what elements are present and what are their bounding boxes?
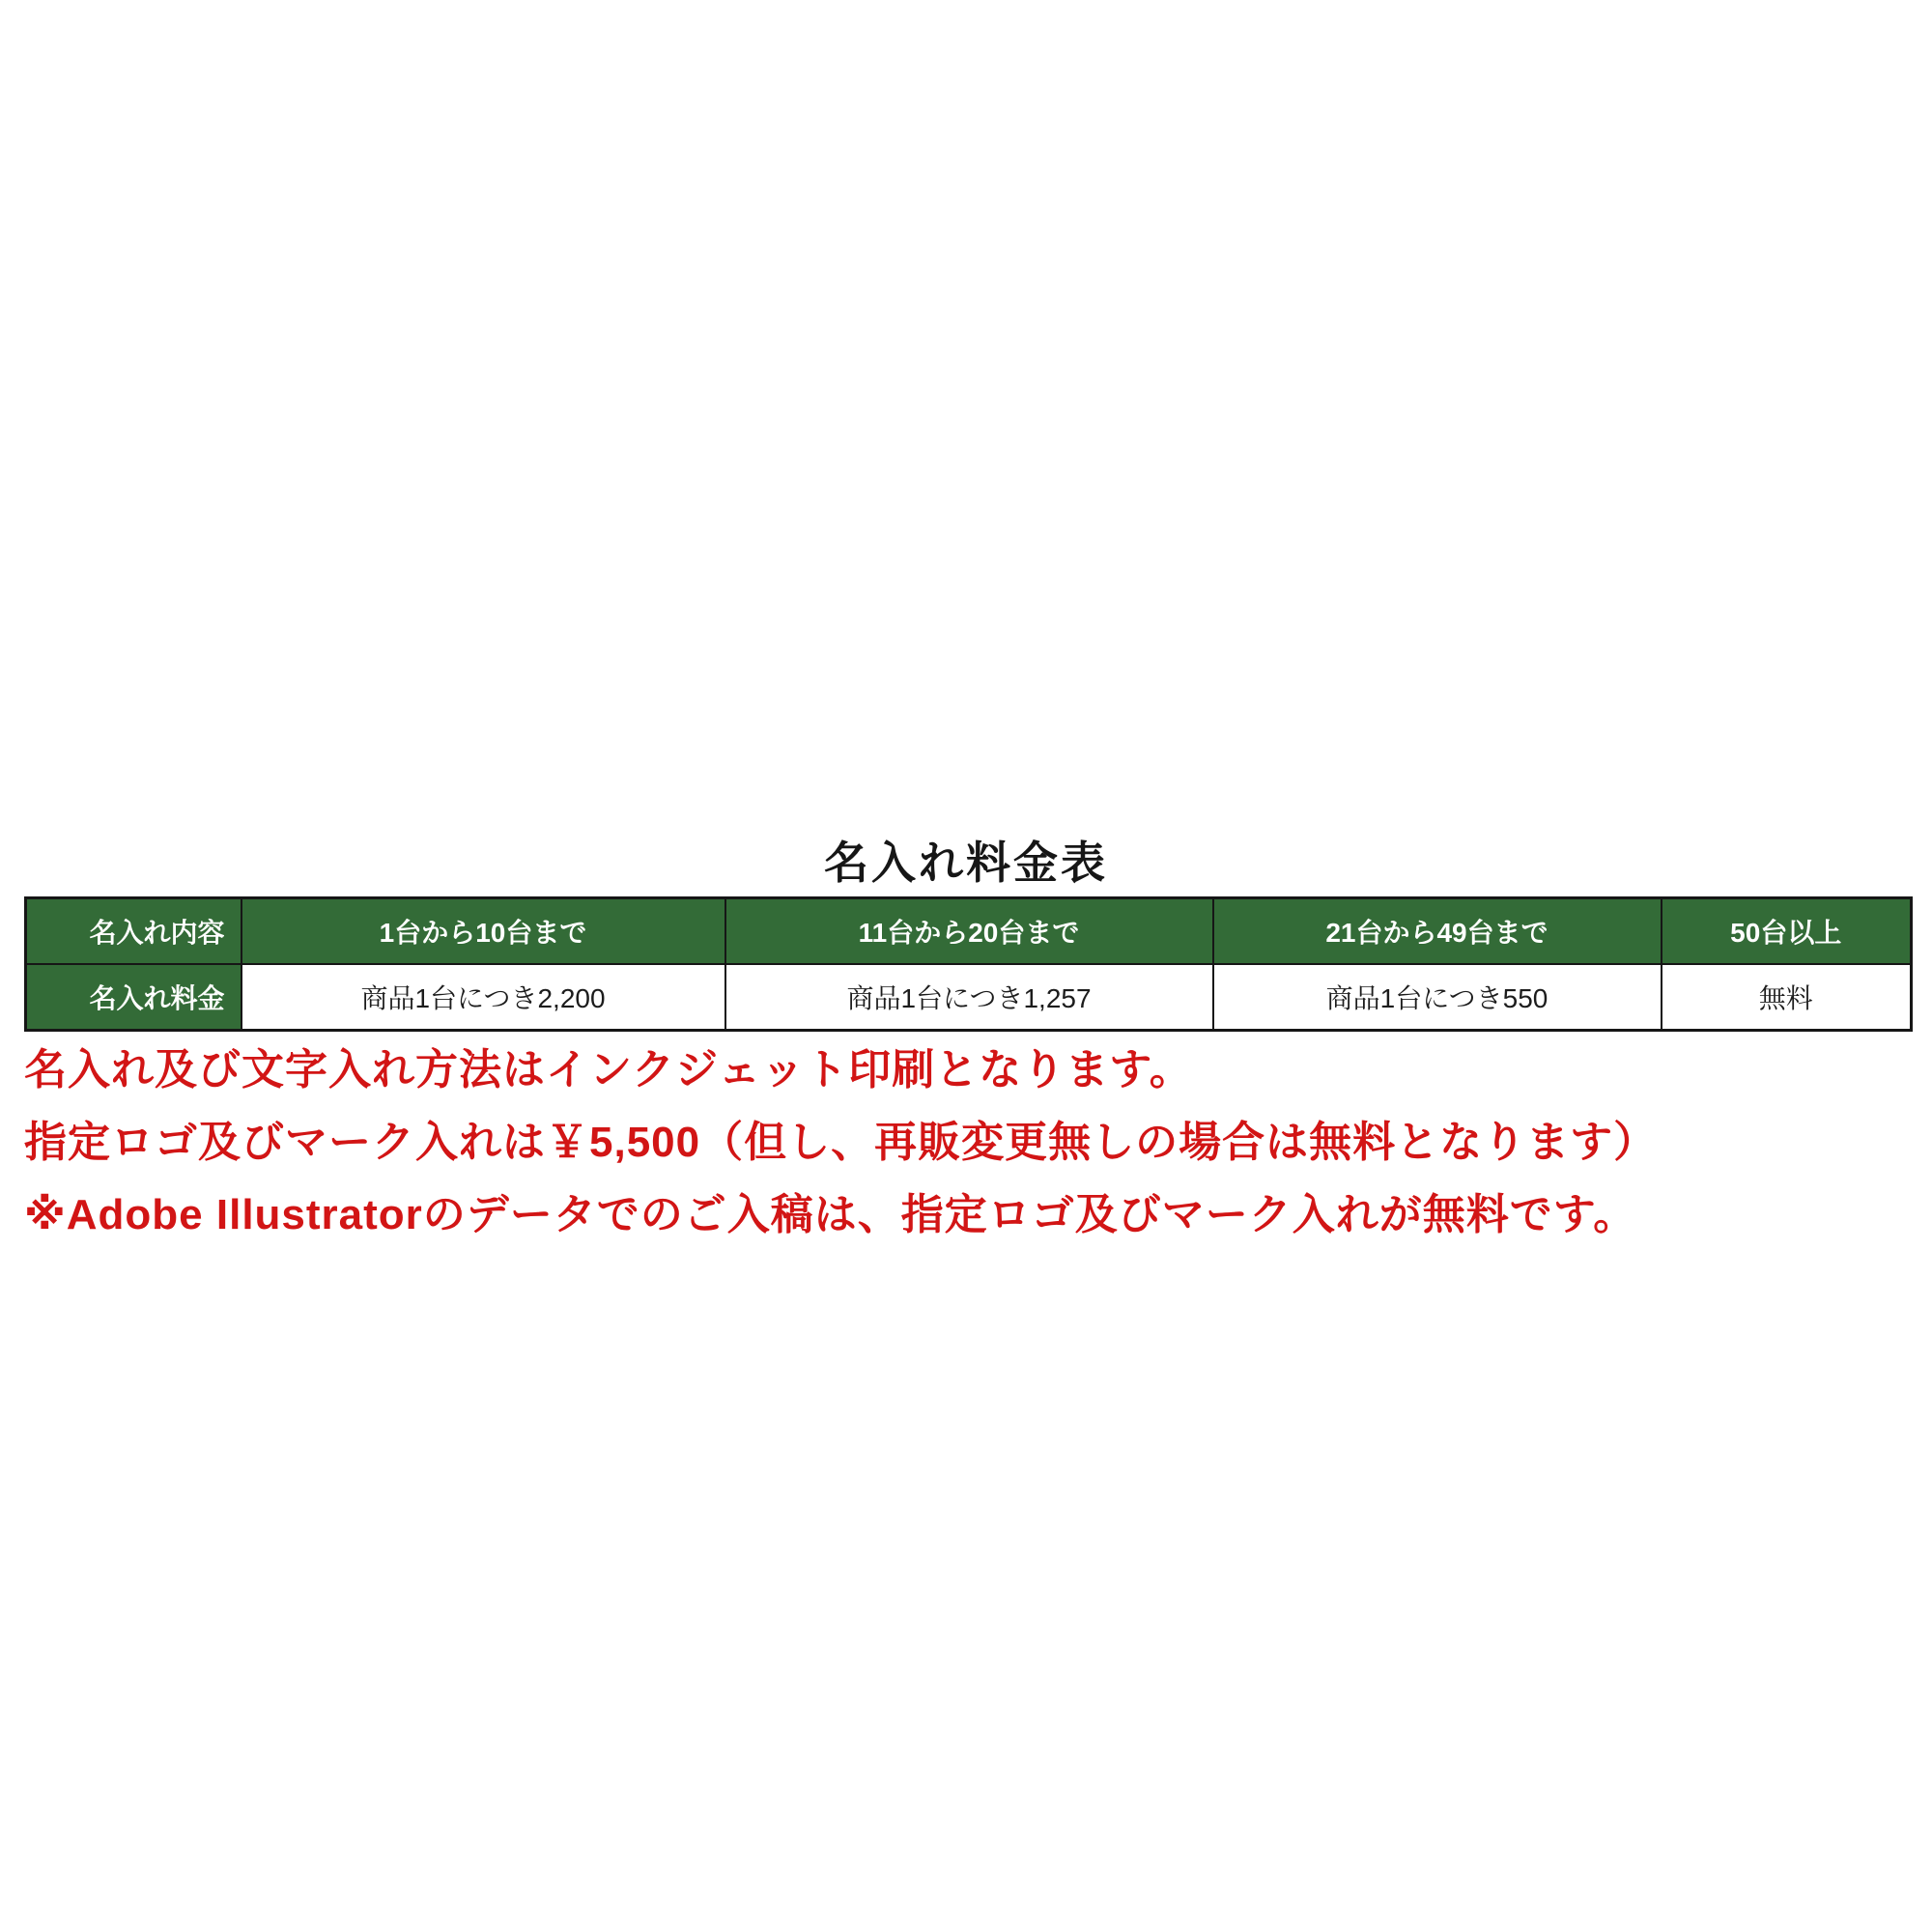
table-data-row (26, 964, 1912, 1031)
note-illustrator-free: ※Adobe Illustratorのデータでのご入稿は、指定ロゴ及びマーク入れが無料です。 (24, 1191, 1637, 1238)
header-cell-qty-11-20: 11台から20台まで (725, 898, 1213, 965)
price-cell-1-10: 商品1台につき2,200 (242, 964, 725, 1031)
header-cell-content-label: 名入れ内容 (26, 898, 242, 965)
note-logo-fee: 指定ロゴ及びマーク入れは￥5,500（但し、再販変更無しの場合は無料となります） (24, 1119, 1658, 1166)
table-header-row (26, 898, 1912, 965)
price-cell-11-20: 商品1台につき1,257 (725, 964, 1213, 1031)
header-cell-qty-1-10: 1台から10台まで (242, 898, 725, 965)
notes-block (24, 1045, 1908, 1263)
pricing-table (24, 896, 1913, 1032)
price-cell-21-49: 商品1台につき550 (1213, 964, 1662, 1031)
price-cell-50plus: 無料 (1662, 964, 1912, 1031)
header-cell-qty-21-49: 21台から49台まで (1213, 898, 1662, 965)
note-printing-method: 名入れ及び文字入れ方法はインクジェット印刷となります。 (24, 1046, 1193, 1094)
header-cell-qty-50plus: 50台以上 (1662, 898, 1912, 965)
page-title: 名入れ料金表 (824, 838, 1108, 888)
row-label-fee: 名入れ料金 (26, 964, 242, 1031)
